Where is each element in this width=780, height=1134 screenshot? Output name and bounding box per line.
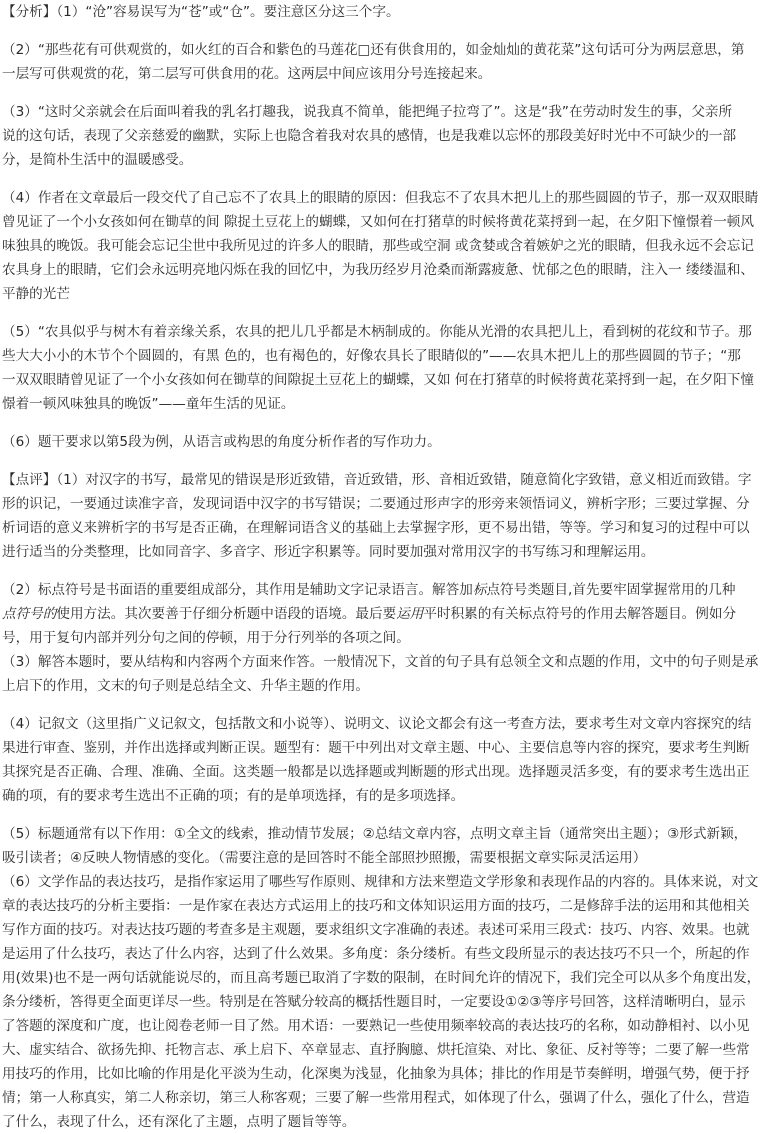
text-line: 吸引读者；④反映人物情感的变化。（需要注意的是回答时不能全部照抄照搬，需要根据文章实际灵活运用） <box>2 850 647 866</box>
text-line: （3）解答本题时，要从结构和内容两个方面来作答。一般情况下，文首的句子具有总领全文和点题的作用，文中的句子则是承 <box>2 654 759 670</box>
text-line: 了什么，表现了什么，还有深化了主题，点明了题旨等等。 <box>2 1114 356 1130</box>
text-line: 大、虚实结合、欲扬先抑、托物言志、承上启下、卒章显志、直抒胸臆、烘托渲染、对比、象征、反衬等等；二要了解一些常 <box>2 1042 750 1058</box>
emphasis-text: 运用 <box>396 606 424 622</box>
text-line: 其探究是否正确、合理、准确、全面。这类题一般都是以选择题或判断题的形式出现。选择题灵活多变，有的要求考生选出正 <box>2 764 750 780</box>
comment-item-3 <box>2 650 778 698</box>
emphasis-text: 标 <box>472 582 487 598</box>
text-line: 果进行审查、鉴别，并作出选择或判断正误。题型有：题干中列出对文章主题、中心、主要信息等内容的探究，要求考生判断 <box>2 740 750 756</box>
text-line: 形的识记，一要通过读准字音，发现词语中汉字的书写错误；二要通过形声字的形旁来领悟词义，辨析字形；三要过掌握、分 <box>2 496 750 512</box>
analysis-item-6 <box>2 430 778 454</box>
text-line: （4）记叙文（这里指广义记叙文，包括散文和小说等）、说明文、议论文都会有这一考查方法，要求考生对文章内容探究的结 <box>2 716 752 732</box>
text-line: （2）“那些花有可供观赏的，如火红的百合和紫色的马莲花□还有供食用的，如金灿灿的黄花菜”这句话可分为两层意思，第 <box>2 42 745 58</box>
text-line: （6）题干要求以第5段为例，从语言或构思的角度分析作者的写作功力。 <box>2 434 441 450</box>
comment-item-4 <box>2 712 778 808</box>
text-line: 进行适当的分类整理，比如同音字、多音字、形近字积累等。同时要加强对常用汉字的书写练习和理解运用。 <box>2 544 655 560</box>
comment-item-1 <box>2 468 778 564</box>
analysis-item-5 <box>2 320 778 416</box>
text-line: （4）作者在文章最后一段交代了自己忘不了农具上的眼睛的原因：但我忘不了农具木把儿上的那些圆圆的节子，那一双双眼睛 <box>2 190 759 206</box>
text-line: 农具身上的眼睛，它们会永远明亮地闪烁在我的回忆中，为我历经岁月沧桑而渐露疲惫、忧郁之色的眼睛，注入一 缕缕温和、 <box>2 262 754 278</box>
text-line: （3）“这时父亲就会在后面叫着我的乳名打趣我，说我真不简单，能把绳子拉弯了”。这是“我”在劳动时发生的事，父亲所 <box>2 104 733 120</box>
text-line: 用(效果)也不是一两句话就能说尽的，而且高考题已取消了字数的限制，在时间允许的情况下，我们完全可以从多个角度出发， <box>2 970 761 986</box>
text-line: 确的项，有的要求考生选出不正确的项；有的是单项选择，有的是多项选择。 <box>2 788 465 804</box>
text-line: 曾见证了一个小女孩如何在锄草的间 隙捉土豆花上的蝴蝶，又如何在打猪草的时候将黄花菜捋到一起，在夕阳下憧憬着一顿风 <box>2 214 754 230</box>
text-line: 用技巧的作用，比如比喻的作用是化平淡为生动，化深奥为浅显，化抽象为具体；排比的作用是节奏鲜明，增强气势，便于抒 <box>2 1066 750 1082</box>
text-line: 一双双眼睛曾见证了一个小女孩如何在锄草的间隙捉土豆花上的蝴蝶，又如 何在打猪草的时候将黄花菜捋到一起，在夕阳下憧 <box>2 372 754 388</box>
text-line: （6）文学作品的表达技巧，是指作家运用了哪些写作原则、规律和方法来塑造文学形象和表现作品的内容的。具体来说，对文 <box>2 874 759 890</box>
text-line: 憬着一顿风味独具的晚饭”——童年生活的见证。 <box>2 396 295 412</box>
analysis-item-4 <box>2 186 778 306</box>
text-line: 号，用于复句内部并列分句之间的停顿，用于分行列举的各项之间。 <box>2 630 410 646</box>
text-line: 味独具的晚饭。我可能会忘记尘世中我所见过的许多人的眼睛，那些或空洞 或贪婪或含着嫉妒之光的眼睛，但我永远不会忘记 <box>2 238 754 254</box>
comment-item-2 <box>2 578 778 650</box>
analysis-item-2 <box>2 38 778 86</box>
text-line: 了答题的深度和广度，也让阅卷老师一目了然。用术语：一要熟记一些使用频率较高的表达技巧的名称，如动静相衬、以小见 <box>2 1018 750 1034</box>
text-line: 说的这句话，表现了父亲慈爱的幽默，实际上也隐含着我对农具的感情，也是我难以忘怀的那段美好时光中不可缺少的一部 <box>2 128 737 144</box>
emphasis-text: 点符号的 <box>2 606 57 622</box>
text-line: 写作方面的技巧。对表达技巧题的考查多是主观题，要求组织文字准确的表述。表述可采用三段式：技巧、内容、效果。也就 <box>2 922 750 938</box>
analysis-item-3 <box>2 100 778 172</box>
comment-item-5 <box>2 822 778 870</box>
text-line: 【点评】（1）对汉字的书写，最常见的错误是形近致错，音近致错，形、音相近致错，随意简化字致错，意义相近而致错。字 <box>2 472 752 488</box>
text-line: 一层写可供观赏的花，第二层写可供食用的花。这两层中间应该用分号连接起来。 <box>2 66 492 82</box>
text-line: 些大大小小的木节个个圆圆的，有黑 色的，也有褐色的，好像农具长了眼睛似的”——农具木把儿上的那些圆圆的节子；“那 <box>2 348 741 364</box>
text-line: 点符号的使用方法。其次要善于仔细分析题中语段的语境。最后要运用平时积累的有关标点符号的作用去解答题目。例如分 <box>2 606 737 622</box>
text-line: 情；第一人称真实，第二人称亲切，第三人称客观；三要了解一些常用程式，如体现了什么，强调了什么，强化了什么，营造 <box>2 1090 750 1106</box>
text-line: 条分缕析，答得更全面更详尽一些。特别是在答赋分较高的概括性题目时，一定要设①②③等序号回答，这样清晰明白，显示 <box>2 994 746 1010</box>
text-line: 析词语的意义来辨析字的书写是否正确，在理解词语含义的基础上去掌握字形，更不易出错，等等。学习和复习的过程中可以 <box>2 520 750 536</box>
text-line: （5）“农具似乎与树木有着亲缘关系，农具的把儿几乎都是木柄制成的。你能从光滑的农具把儿上，看到树的花纹和节子。那 <box>2 324 752 340</box>
comment-item-6 <box>2 870 778 1134</box>
text-line: （2）标点符号是书面语的重要组成部分，其作用是辅助文字记录语言。解答加标点符号类题目,首先要牢固掌握常用的几种 <box>2 582 736 598</box>
text-line: 平静的光芒 <box>2 286 70 302</box>
analysis-item-1 <box>2 0 778 24</box>
text-line: 是运用了什么技巧，表达了什么内容，达到了什么效果。多角度：条分缕析。有些文段所显示的表达技巧不只一个，所起的作 <box>2 946 750 962</box>
text-line: 章的表达技巧的分析主要指：一是作家在表达方式运用上的技巧和文体知识运用方面的技巧，二是修辞手法的运用和其他相关 <box>2 898 750 914</box>
text-line: 分，是简朴生活中的温暖感受。 <box>2 152 193 168</box>
text-line: （5）标题通常有以下作用：①全文的线索，推动情节发展；②总结文章内容，点明文章主旨（通常突出主题）；③形式新颖， <box>2 826 748 842</box>
text-line: 【分析】（1）“沧”容易误写为“苍”或“仓”。要注意区分这三个字。 <box>2 4 400 20</box>
text-line: 上启下的作用，文末的句子则是总结全文、升华主题的作用。 <box>2 678 370 694</box>
